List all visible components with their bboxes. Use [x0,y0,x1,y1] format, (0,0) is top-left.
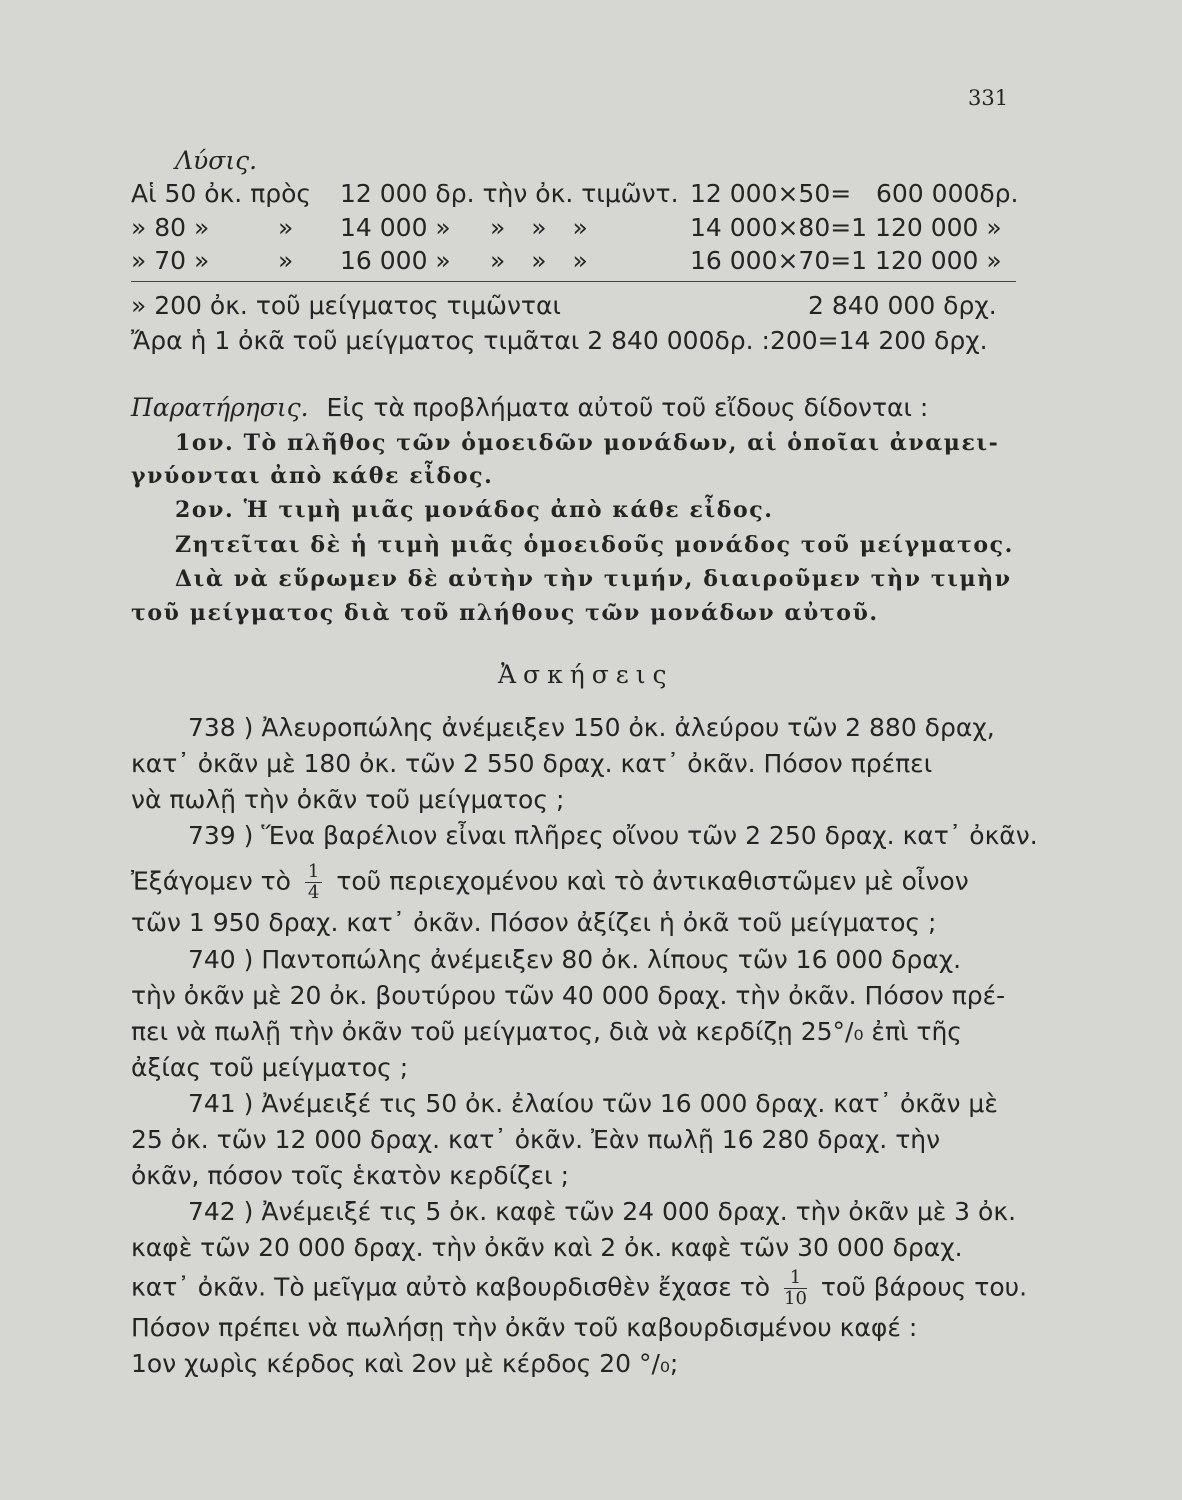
exercise-739-text: Ἐξάγομεν τὸ [131,866,291,896]
remark-intro: Εἰς τὰ προβλήματα αὐτοῦ τοῦ εἴδους δίδονται : [326,393,929,422]
remark-line: Διὰ νὰ εὕρωμεν δὲ αὐτὴν τὴν τιμήν, διαιροῦμεν τὴν τιμὴν [175,566,1012,592]
exercise-739-line [131,862,1031,903]
row3-marks: » » » [490,246,588,275]
remark-line: 2ον. Ἡ τιμὴ μιᾶς μονάδος ἀπὸ κάθε εἶδος. [175,497,774,523]
exercise-742-text: κατ᾽ ὀκᾶν. Τὸ μεῖγμα αὐτὸ καβουρδισθὲν ἔχασε τὸ [131,1272,771,1302]
exercise-742-line: 1ον χωρὶς κέρδος καὶ 2ον μὲ κέρδος 20 °/₀; [131,1349,679,1378]
remark-intro-line [131,392,1031,424]
remark-line: γνύονται ἀπὸ κάθε εἶδος. [131,463,494,489]
row2-marks: » » » [490,213,588,242]
row3-qty: » 70 » [131,246,210,275]
row1-result: 600 000δρ. [876,179,1019,208]
row3-price: 16 000 » [340,246,451,275]
exercise-739-line: τῶν 1 950 δραχ. κατ᾽ ὀκᾶν. Πόσον ἀξίζει ἡ ὀκᾶ τοῦ μείγματος ; [131,908,937,937]
fraction-numerator: 1 [305,862,322,883]
exercises-title: Ἀσκήσεις [498,660,674,689]
exercise-739-line: 739 ) Ἕνα βαρέλιον εἶναι πλῆρες οἴνου τῶν 2 250 δραχ. κατ᾽ ὀκᾶν. [188,821,1038,850]
row1-price: 12 000 δρ. τὴν ὀκ. τιμῶντ. [340,179,679,208]
exercise-740-line: τὴν ὀκᾶν μὲ 20 ὀκ. βουτύρου τῶν 40 000 δραχ. τὴν ὀκᾶν. Πόσον πρέ- [131,981,1006,1010]
exercise-740-line: ἀξίας τοῦ μείγματος ; [131,1053,409,1082]
exercise-742-line [131,1268,1031,1309]
fraction-one-tenth [784,1268,807,1309]
exercise-741-line: 741 ) Ἀνέμειξέ τις 50 ὀκ. ἐλαίου τῶν 16 000 δραχ. κατ᾽ ὀκᾶν μὲ [188,1089,998,1118]
row2-price: 14 000 » [340,213,451,242]
remark-line: 1ον. Τὸ πλῆθος τῶν ὁμοειδῶν μονάδων, αἱ ὁποῖαι ἀναμει- [175,430,1000,456]
row2-calc: 14 000×80=1 120 000 » [690,213,1002,242]
total-value: 2 840 000 δρχ. [808,291,997,320]
row2-mark: » [278,213,294,242]
total-line: » 200 ὀκ. τοῦ μείγματος τιμῶνται [131,291,561,320]
remark-line: Ζητεῖται δὲ ἡ τιμὴ μιᾶς ὁμοειδοῦς μονάδος τοῦ μείγματος. [175,532,1014,558]
page-number: 331 [968,86,1009,110]
exercise-741-line: ὀκᾶν, πόσον τοῖς ἑκατὸν κερδίζει ; [131,1161,569,1190]
exercise-738-line: κατ᾽ ὀκᾶν μὲ 180 ὀκ. τῶν 2 550 δραχ. κατ᾽ ὀκᾶν. Πόσον πρέπει [131,749,933,778]
remark-label: Παρατήρησις. [131,393,309,422]
row2-qty: » 80 » [131,213,210,242]
remark-line: τοῦ μείγματος διὰ τοῦ πλήθους τῶν μονάδων αὐτοῦ. [131,600,879,626]
row3-calc: 16 000×70=1 120 000 » [690,246,1002,275]
exercise-742-line: 742 ) Ἀνέμειξέ τις 5 ὀκ. καφὲ τῶν 24 000 δραχ. τὴν ὀκᾶν μὲ 3 ὀκ. [188,1197,1017,1226]
exercise-739-text: τοῦ περιεχομένου καὶ τὸ ἀντικαθιστῶμεν μὲ οἶνον [336,866,969,896]
fraction-denominator: 10 [784,1288,807,1309]
fraction-one-quarter [305,862,322,903]
row3-mark: » [278,246,294,275]
solution-heading: Λύσις. [175,146,258,175]
fraction-numerator: 1 [784,1268,807,1289]
fraction-denominator: 4 [307,882,320,903]
conclusion-line: Ἄρα ἡ 1 ὀκᾶ τοῦ μείγματος τιμᾶται 2 840 000δρ. :200=14 200 δρχ. [131,326,988,355]
exercise-740-line: 740 ) Παντοπώλης ἀνέμειξεν 80 ὀκ. λίπους τῶν 16 000 δραχ. [188,945,962,974]
exercise-740-line: πει νὰ πωλῇ τὴν ὀκᾶν τοῦ μείγματος, διὰ νὰ κερδίζῃ 25°/₀ ἐπὶ τῆς [131,1017,962,1046]
exercise-742-line: καφὲ τῶν 20 000 δραχ. τὴν ὀκᾶν καὶ 2 ὀκ. καφὲ τῶν 30 000 δραχ. [131,1233,963,1262]
exercise-738-line: 738 ) Ἀλευροπώλης ἀνέμειξεν 150 ὀκ. ἀλεύρου τῶν 2 880 δραχ, [188,713,995,742]
exercise-738-line: νὰ πωλῇ τὴν ὀκᾶν τοῦ μείγματος ; [131,785,565,814]
exercise-741-line: 25 ὀκ. τῶν 12 000 δραχ. κατ᾽ ὀκᾶν. Ἐὰν πωλῇ 16 280 δραχ. τὴν [131,1125,941,1154]
exercise-742-line: Πόσον πρέπει νὰ πωλήσῃ τὴν ὀκᾶν τοῦ καβουρδισμένου καφέ : [131,1313,918,1342]
row1-calc: 12 000×50= [690,179,852,208]
sum-rule [131,281,1016,282]
row1-qty: Αἱ 50 ὀκ. πρὸς [131,179,312,208]
exercise-742-text: τοῦ βάρους του. [820,1272,1028,1302]
